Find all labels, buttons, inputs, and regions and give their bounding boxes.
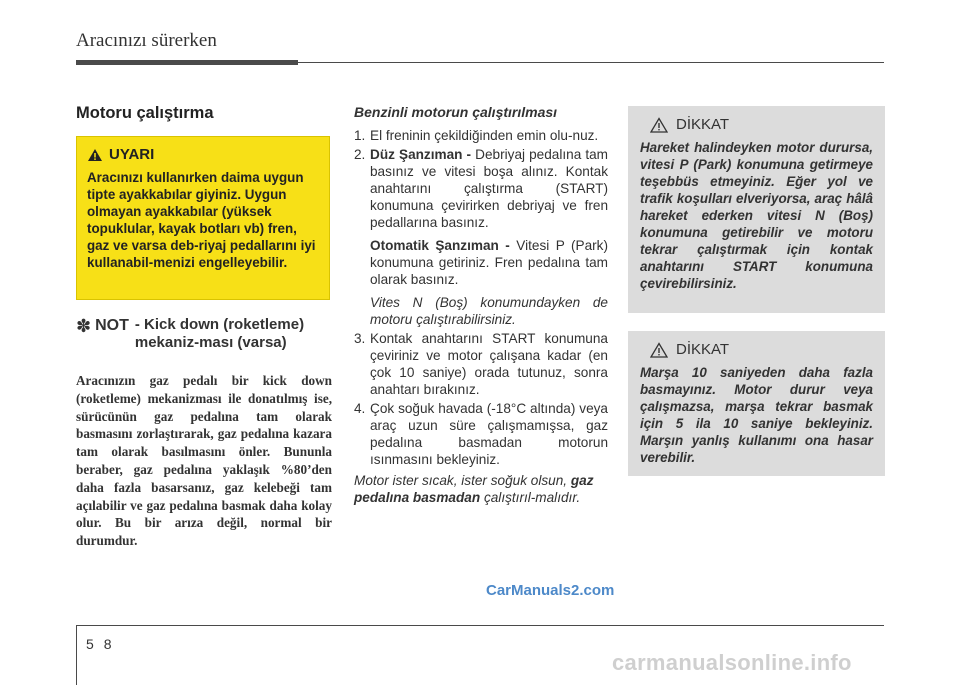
page-index: 8	[103, 636, 122, 652]
warning-text: Aracınızı kullanırken daima uygun tipte ayakkabılar giyiniz. Uygun olmayan ayakkabılar (yüksek topuklular, kayak botları vb) fren, gaz ve varsa deb-riyaj pedallarını iyi kullanabil-menizi engelleyebilir.	[87, 170, 316, 270]
final-note	[354, 472, 608, 506]
site-footer-link[interactable]: carmanualsonline.info	[612, 650, 852, 675]
warning-label: UYARI	[109, 146, 155, 163]
final-tail: çalıştırıl-malıdır.	[480, 490, 581, 505]
step-item	[354, 330, 608, 398]
caution-header	[640, 116, 873, 133]
page-number	[86, 636, 122, 652]
auto-transmission-para	[370, 237, 608, 288]
procedure-subtitle: Benzinli motorun çalıştırılması	[354, 104, 558, 120]
step-text: El freninin çekildiğinden emin olu-nuz.	[370, 128, 599, 143]
caution-box	[628, 106, 885, 313]
caution-label: DİKKAT	[676, 341, 730, 358]
caution-triangle-icon	[650, 342, 668, 358]
warning-box	[76, 136, 330, 300]
caution-box	[628, 331, 885, 476]
step-number: 4.	[354, 401, 366, 416]
step-number: 2.	[354, 147, 366, 162]
step-item	[354, 400, 608, 468]
note-body: Aracınızın gaz pedalı bir kick down (roketleme) mekanizması ile donatılmış ise, sürücünün gaz pedalına tam olarak basmasını zorlaştırarak, gaz pedalına kazara tam olarak basılmasını önler. Bununla beraber, gaz pedalına yaklaşık %80’den daha fazla basarsanız, gaz kelebeği tam açılabilir ve gaz pedalına basmak daha kolay olur. Bu bir arıza değil, normal bir durumdur.	[76, 373, 332, 549]
caution-triangle-icon	[650, 117, 668, 133]
step-heading: Düz Şanzıman -	[370, 147, 472, 162]
auto-italic-note: Vites N (Boş) konumundayken de motoru çalıştırabilirsiniz.	[370, 295, 608, 327]
note-label: NOT	[95, 317, 129, 334]
note-star-icon: ✽	[76, 316, 92, 336]
note-block	[76, 316, 336, 352]
warning-header	[87, 146, 319, 163]
caution-text: Hareket halindeyken motor durursa, vitesi P (Park) konumuna getirmeye teşebbüs etmeyiniz. Eğer yol ve trafik koşulları elveriyorsa, araç hâlâ hareket ederken vitesi N (Boş) konumuna getirebilir ve motoru tekrar çalıştırmak için kontak anahtarını START konumuna çevirebilirsiniz.	[640, 140, 873, 291]
warning-triangle-icon	[87, 148, 103, 162]
final-bold: gaz pedalına basmadan	[354, 473, 594, 505]
step-text: Debriyaj pedalına tam basınız ve vitesi boşa alınız. Kontak anahtarını çalıştırma (START) konumuna çevirirken debriyaj ve fren pedallarına basınız.	[370, 147, 609, 230]
auto-heading: Otomatik Şanzıman -	[370, 238, 510, 253]
chapter-title: Aracınızı sürerken	[76, 30, 217, 51]
header-rule-thick	[76, 60, 298, 65]
step-item	[354, 146, 608, 328]
page-chapter: 5	[86, 636, 104, 652]
note-title: - Kick down (roketleme) mekaniz-ması (varsa)	[134, 316, 305, 351]
auto-text: Vitesi P (Park) konumuna getiriniz. Fren pedalına tam olarak basınız.	[370, 238, 608, 287]
footer-vertical-rule	[76, 625, 77, 685]
step-text: Kontak anahtarını START konumuna çeviriniz ve motor çalışana kadar (en çok 10 saniye) orada tutunuz, sonra anahtarı bırakınız.	[370, 331, 608, 397]
caution-text: Marşa 10 saniyeden daha fazla basmayınız. Motor durur veya çalışmazsa, marşa tekrar basmak için 5 ila 10 saniye bekleyiniz. Marşın yanlış kullanımı ona hasar verebilir.	[640, 365, 873, 465]
step-number: 1.	[354, 128, 366, 143]
step-text: Çok soğuk havada (-18°C altında) veya araç uzun süre çalışmamışsa, gaz pedalına basmadan motorun ısınmasını bekleyiniz.	[370, 401, 608, 467]
procedure-column	[354, 104, 608, 506]
caution-label: DİKKAT	[676, 116, 730, 133]
header-rule-thin	[298, 62, 884, 63]
final-lead: Motor ister sıcak, ister soğuk olsun,	[354, 473, 571, 488]
caution-header	[640, 341, 873, 358]
step-content	[370, 146, 608, 328]
section-title: Motoru çalıştırma	[76, 104, 214, 122]
watermark-link[interactable]: CarManuals2.com	[486, 582, 615, 599]
step-number: 3.	[354, 331, 366, 346]
step-item	[354, 127, 608, 144]
footer-rule	[76, 625, 884, 626]
